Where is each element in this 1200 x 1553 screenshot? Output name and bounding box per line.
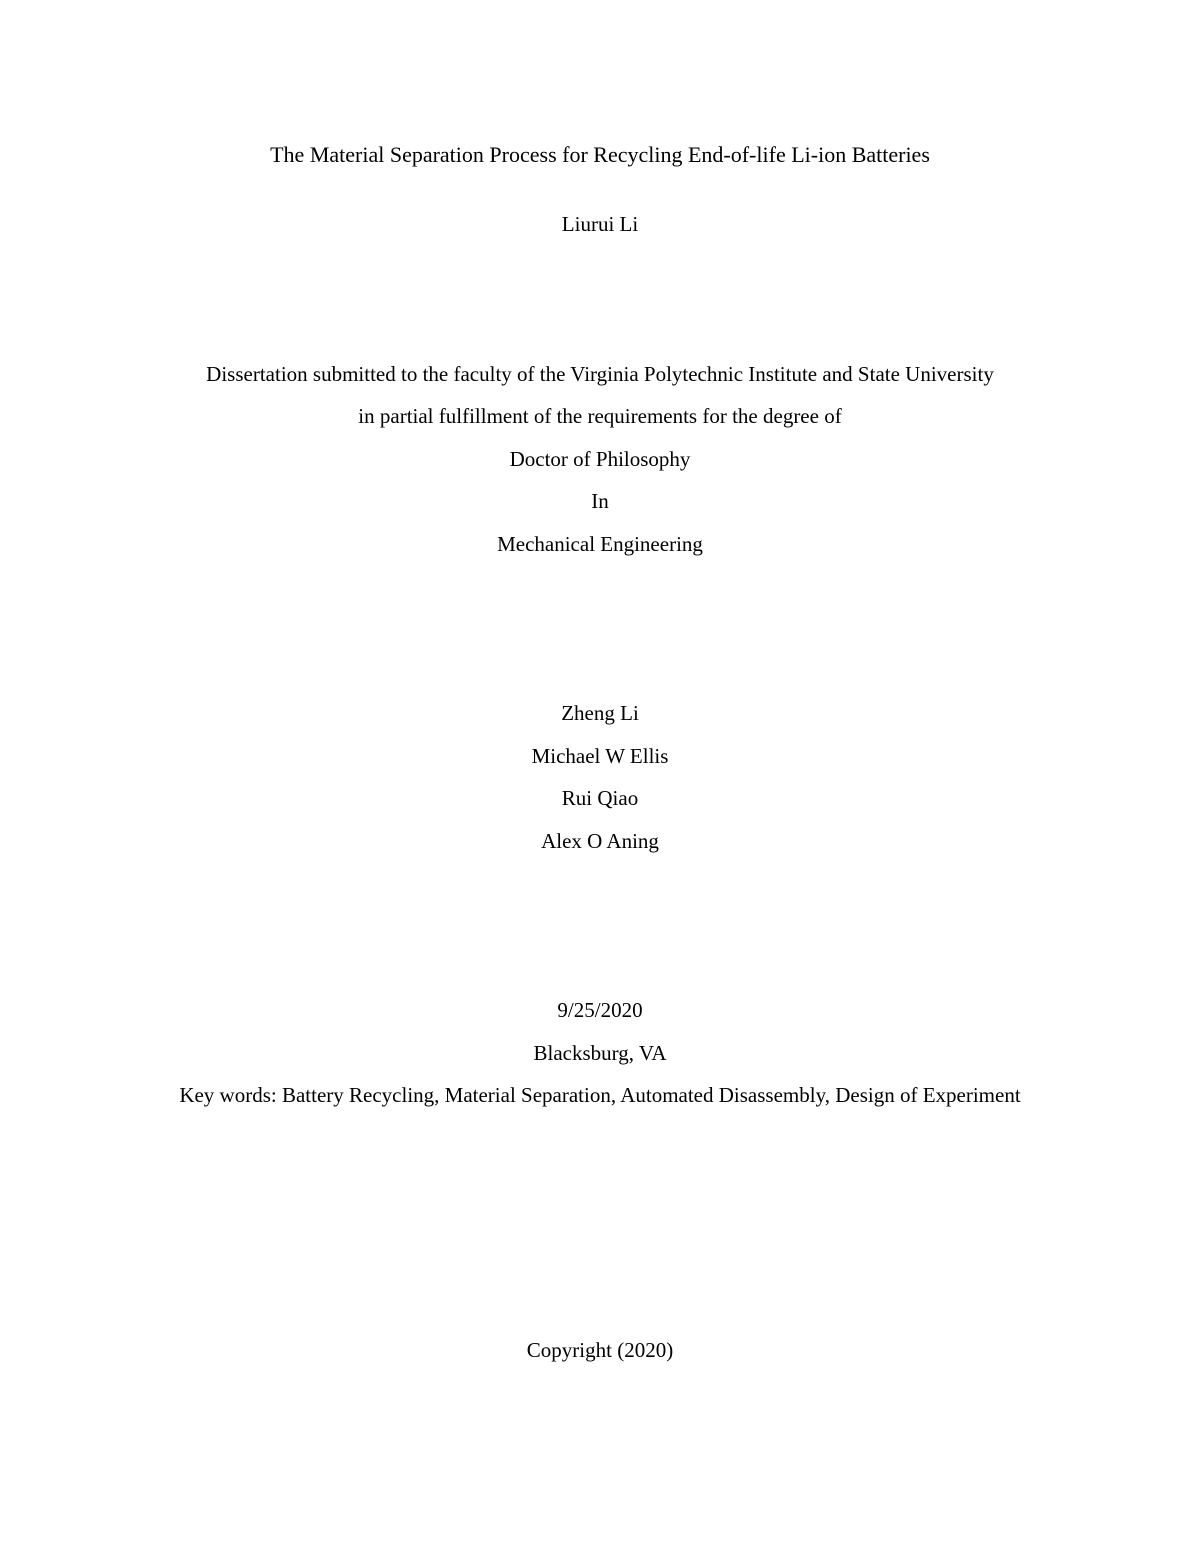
keywords: Key words: Battery Recycling, Material Separation, Automated Disassembly, Design of Experiment — [179, 1083, 1021, 1107]
committee-member: Zheng Li — [561, 701, 639, 725]
submission-statement-line-1: Dissertation submitted to the faculty of the Virginia Polytechnic Institute and State University — [206, 362, 994, 386]
copyright-notice: Copyright (2020) — [526, 1338, 674, 1362]
committee-member: Rui Qiao — [561, 786, 639, 810]
submission-statement-line-2: in partial fulfillment of the requirements for the degree of — [358, 404, 842, 428]
author-name: Liurui Li — [561, 212, 639, 236]
committee-member: Michael W Ellis — [531, 744, 669, 768]
degree-in-label: In — [591, 489, 609, 513]
defense-date: 9/25/2020 — [557, 998, 643, 1022]
degree-field: Mechanical Engineering — [497, 532, 703, 556]
degree-name: Doctor of Philosophy — [509, 447, 691, 471]
location: Blacksburg, VA — [533, 1041, 667, 1065]
dissertation-title: The Material Separation Process for Recycling End-of-life Li-ion Batteries — [270, 142, 930, 167]
committee-member: Alex O Aning — [541, 829, 659, 853]
